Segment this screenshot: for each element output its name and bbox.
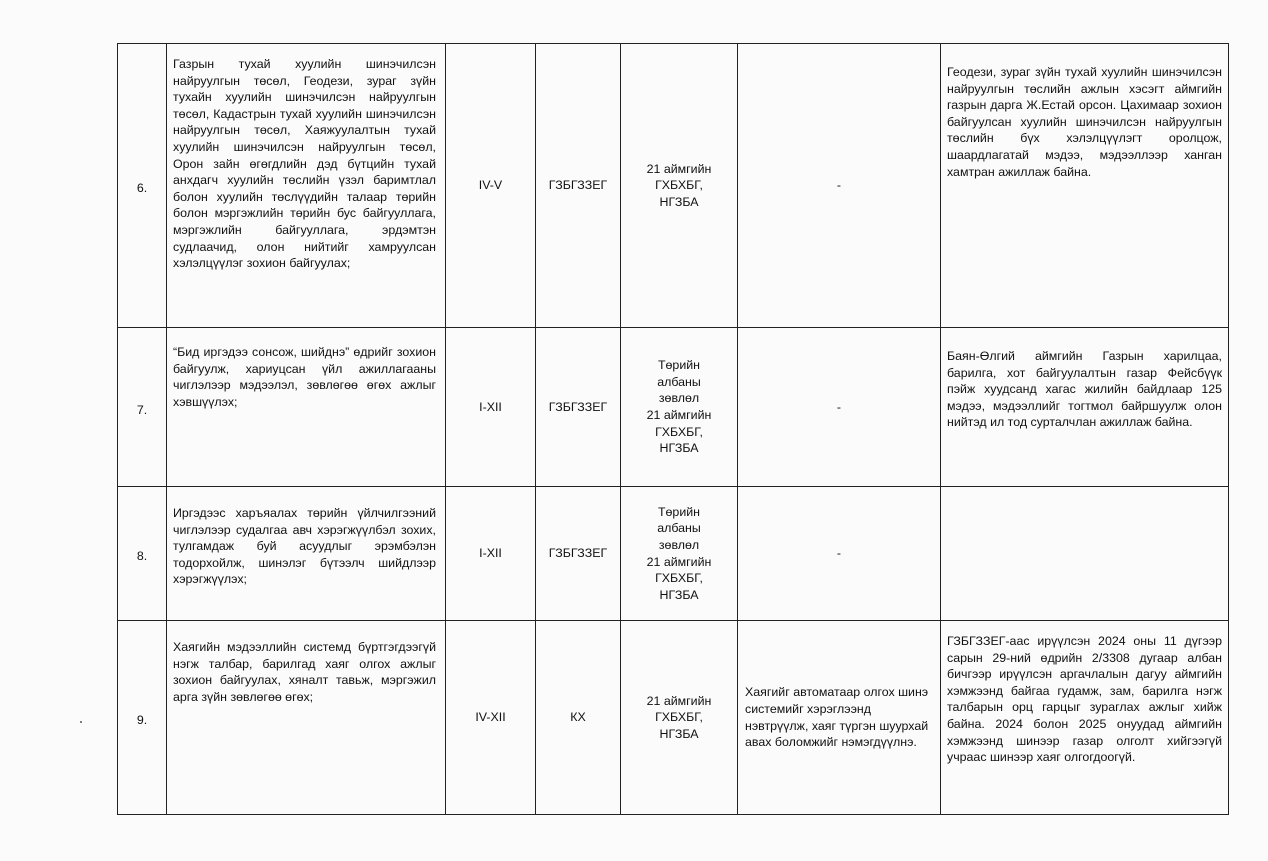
responsible-cell: Төрийн албаны зөвлөл 21 аймгийн ГХБХБГ, НГЗБА [621,487,738,621]
result-cell: Геодези, зураг зүйн тухай хуулийн шинэчилсэн найруулгын төслийн ажлын хэсэгт аймгийн газрын дарга Ж.Естай орсон. Цахимаар зохион байгуулсан хуулийн шинэчилсэн найруулгын төслийн бүх хэлэлцүүлэгт оролцож, шаардлагатай мэдээ, мэдээллээр ханган хамтран ажиллаж байна. [941,44,1229,328]
organization-cell: ГЗБГЗЗЕГ [536,44,621,328]
evaluation-cell: - [738,328,941,487]
row-number: 9. [118,621,167,815]
table-row [118,328,1229,487]
table-row [118,44,1229,328]
evaluation-cell: Хаягийг автоматаар олгох шинэ системийг хэрэглээнд нэвтрүүлж, хаяг түргэн шуурхай авах боломжийг нэмэгдүүлнэ. [738,621,941,815]
task-cell: Газрын тухай хуулийн шинэчилсэн найруулгын төсөл, Геодези, зураг зүйн тухайн хуулийн шинэчилсэн найруулгын төсөл, Кадастрын тухай хуулийн шинэчилсэн найруулгын төсөл, Хаяжуулалтын тухай хуулийн шинэчилсэн найруулгын төсөл, Орон зайн өгөгдлийн дэд бүтцийн тухай анхдагч хуулийн төслийн үзэл баримтлал болон хуулийн төслүүдийн талаар төрийн болон мэргэжлийн төрийн бус байгууллага, мэргэжлийн байгууллага, эрдэмтэн судлаачид, олон нийтийг хамруулсан хэлэлцүүлэг зохион байгуулах; [167,44,446,328]
organization-cell: КХ [536,621,621,815]
responsible-cell: Төрийн албаны зөвлөл 21 аймгийн ГХБХБГ, НГЗБА [621,328,738,487]
responsible-cell: 21 аймгийн ГХБХБГ, НГЗБА [621,44,738,328]
responsible-cell: 21 аймгийн ГХБХБГ, НГЗБА [621,621,738,815]
period-cell: IV-V [446,44,536,328]
table-row [118,487,1229,621]
row-number: 7. [118,328,167,487]
period-cell: IV-XII [446,621,536,815]
period-cell: I-XII [446,487,536,621]
scan-speck [80,721,82,723]
result-cell: Баян-Өлгий аймгийн Газрын харилцаа, барилга, хот байгуулалтын газар Фейсбүүк пэйж хуудсанд хагас жилийн байдлаар 125 мэдээ, мэдээллийг тогтмол байршуулж олон нийтэд ил тод сурталчлан ажиллаж байна. [941,328,1229,487]
period-cell: I-XII [446,328,536,487]
report-table [117,43,1229,815]
evaluation-cell: - [738,44,941,328]
task-cell: Хаягийн мэдээллийн системд бүртгэгдээгүй нэгж талбар, барилгад хаяг олгох ажлыг зохион байгуулах, хяналт тавьж, мэргэжил арга зүйн зөвлөгөө өгөх; [167,621,446,815]
organization-cell: ГЗБГЗЗЕГ [536,328,621,487]
result-cell [941,487,1229,621]
row-number: 6. [118,44,167,328]
task-cell: “Бид иргэдээ сонсож, шийднэ” өдрийг зохион байгуулж, хариуцсан үйл ажиллагааны чиглэлээр мэдээлэл, зөвлөгөө өгөх ажлыг хэвшүүлэх; [167,328,446,487]
evaluation-cell: - [738,487,941,621]
task-cell: Иргэдээс харъяалах төрийн үйлчилгээний чиглэлээр судалгаа авч хэрэгжүүлбэл зохих, тулгамдаж буй асуудлыг эрэмбэлэн тодорхойлж, шинэлэг бүтээлч шийдлээр хэрэгжүүлэх; [167,487,446,621]
row-number: 8. [118,487,167,621]
table-row [118,621,1229,815]
result-cell: ГЗБГЗЗЕГ-аас ирүүлсэн 2024 оны 11 дүгээр сарын 29-ний өдрийн 2/3308 дугаар албан бичгээр ирүүлсэн аргачлалын дагуу аймгийн хэмжээнд байгаа гудамж, зам, барилга нэгж талбарын орц гарцыг зураглах ажлыг хийж байна. 2024 болон 2025 онуудад аймгийн хэмжээнд шинээр газар олголт хийгээгүй учраас шинээр хаяг олгогдоогүй. [941,621,1229,815]
organization-cell: ГЗБГЗЗЕГ [536,487,621,621]
